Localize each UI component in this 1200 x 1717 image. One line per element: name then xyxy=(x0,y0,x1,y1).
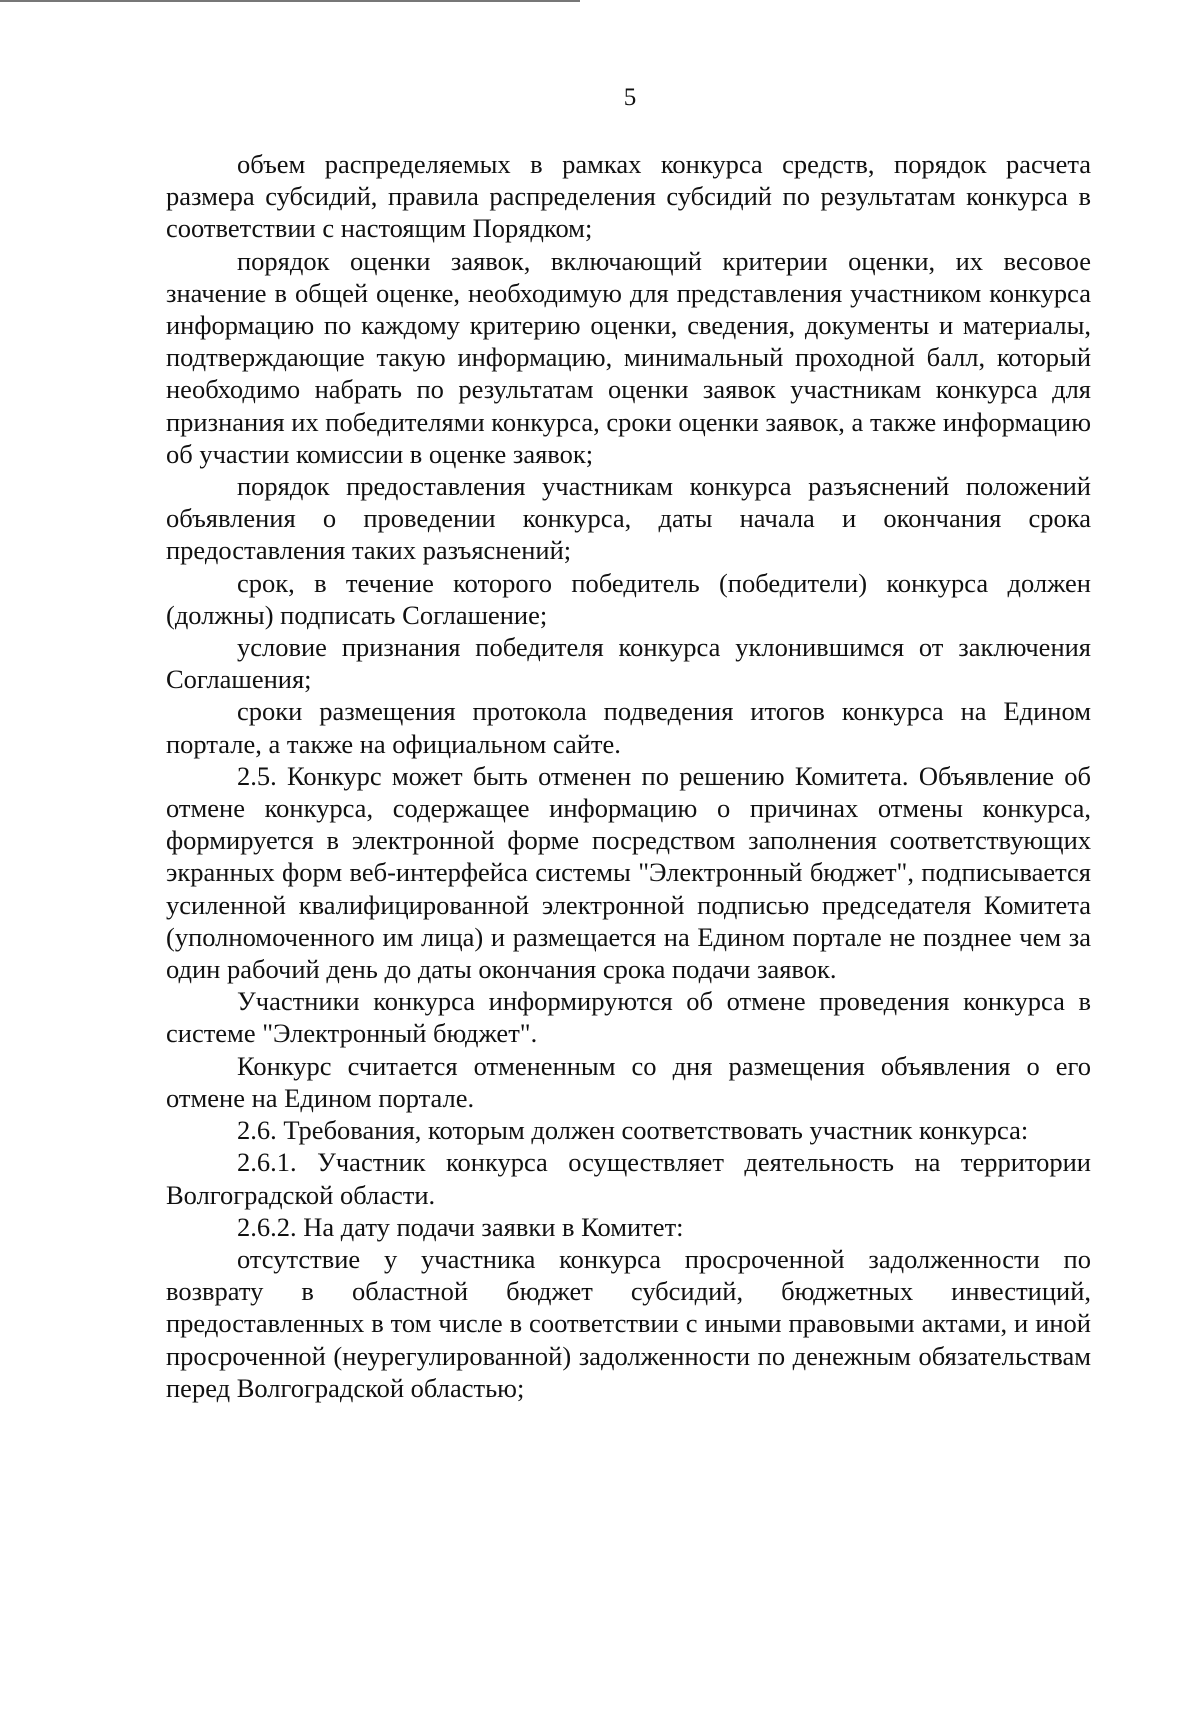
paragraph: Конкурс считается отмененным со дня размещения объявления о его отмене на Едином портале. xyxy=(166,1050,1091,1113)
paragraph: порядок предоставления участникам конкурса разъяснений положений объявления о проведении конкурса, даты начала и окончания срока предоставления таких разъяснений; xyxy=(166,471,1091,566)
paragraph: сроки размещения протокола подведения итогов конкурса на Едином портале, а также на официальном сайте. xyxy=(166,696,1091,759)
paragraph: 2.6.2. На дату подачи заявки в Комитет: xyxy=(237,1211,684,1242)
paragraph: Участники конкурса информируются об отмене проведения конкурса в системе "Электронный бюджет". xyxy=(166,986,1091,1049)
paragraph: 2.6. Требования, которым должен соответствовать участник конкурса: xyxy=(237,1115,1029,1146)
paragraph: объем распределяемых в рамках конкурса средств, порядок расчета размера субсидий, правила распределения субсидий по результатам конкурса в соответствии с настоящим Порядком; xyxy=(166,149,1091,244)
paragraph: 2.5. Конкурс может быть отменен по решению Комитета. Объявление об отмене конкурса, содержащее информацию о причинах отмены конкурса, формируется в электронной форме посредством заполнения соответствующих экранных форм веб-интерфейса системы "Электронный бюджет", подписывается усиленной квалифицированной электронной подписью председателя Комитета (уполномоченного им лица) и размещается на Едином портале не позднее чем за один рабочий день до даты окончания срока подачи заявок. xyxy=(166,760,1091,985)
paragraph: порядок оценки заявок, включающий критерии оценки, их весовое значение в общей оценке, необходимую для представления участником конкурса информацию по каждому критерию оценки, сведения, документы и материалы, подтверждающие такую информацию, минимальный проходной балл, который необходимо набрать по результатам оценки заявок участникам конкурса для признания их победителями конкурса, сроки оценки заявок, а также информацию об участии комиссии в оценке заявок; xyxy=(166,245,1091,469)
page-number: 5 xyxy=(623,84,637,111)
paragraph: отсутствие у участника конкурса просроченной задолженности по возврату в областной бюджет субсидий, бюджетных инвестиций, предоставленных в том числе в соответствии с иными правовыми актами, и иной просроченной (неурегулированной) задолженности по денежным обязательствам перед Волгоградской областью; xyxy=(166,1243,1091,1403)
paragraph: условие признания победителя конкурса уклонившимся от заключения Соглашения; xyxy=(166,632,1091,695)
scan-edge-line xyxy=(0,0,580,2)
document-body xyxy=(166,148,1091,1404)
paragraph: срок, в течение которого победитель (победители) конкурса должен (должны) подписать Соглашение; xyxy=(166,567,1091,630)
paragraph: 2.6.1. Участник конкурса осуществляет деятельность на территории Волгоградской области. xyxy=(166,1147,1091,1210)
